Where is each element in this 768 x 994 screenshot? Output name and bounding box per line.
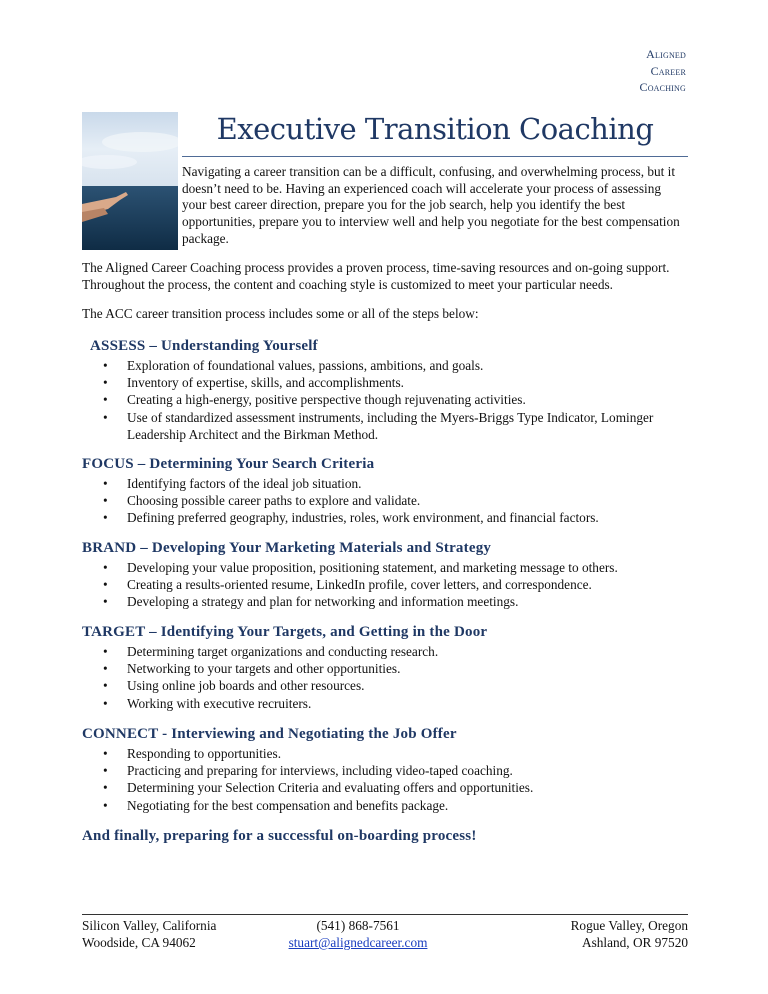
footer-divider: [82, 914, 688, 915]
steps-intro-paragraph: The ACC career transition process includes some or all of the steps below:: [82, 306, 479, 321]
list-item: • Developing your value proposition, positioning statement, and marketing message to others.: [103, 560, 618, 575]
bullet-icon: •: [103, 409, 108, 425]
footer-address: Ashland, OR 97520: [581, 935, 688, 950]
bullet-icon: •: [103, 493, 108, 509]
bullet-icon: •: [103, 661, 108, 677]
section-heading: CONNECT - Interviewing and Negotiating the Job Offer: [82, 726, 457, 742]
bullet-list: [82, 475, 688, 527]
list-item: • Negotiating for the best compensation and benefits package.: [103, 797, 449, 813]
section-heading: TARGET – Identifying Your Targets, and Getting in the Door: [82, 624, 488, 640]
bullet-icon: •: [103, 780, 108, 796]
footer-location-silicon-valley: [82, 917, 216, 951]
section-connect: [82, 725, 688, 814]
footer-region: Rogue Valley, Oregon: [570, 918, 688, 933]
list-item: • Practicing and preparing for interviews, including video-taped coaching.: [103, 763, 513, 779]
bullet-icon: •: [103, 375, 108, 391]
list-item: • Networking to your targets and other opportunities.: [103, 661, 401, 677]
footer-phone: (541) 868-7561: [316, 918, 400, 933]
list-item: • Creating a high-energy, positive perspective though rejuvenating activities.: [103, 392, 526, 408]
list-item: • Use of standardized assessment instruments, including the Myers-Briggs Type Indicator, Lominger Leadership Architect and the Birkman Method.: [103, 409, 654, 442]
intro-paragraph: Navigating a career transition can be a difficult, confusing, and overwhelming process, but it doesn’t need to be. Having an experienced coach will accelerate your process of assessing your best career direction, prepare you for the job search, help you identify the best opportunities, prepare you to interview well and help you negotiate for the best compensation package.: [182, 164, 680, 246]
bullet-icon: •: [103, 763, 108, 779]
list-item: • Identifying factors of the ideal job situation.: [103, 476, 362, 491]
list-item: • Responding to opportunities.: [103, 746, 282, 761]
bullet-icon: •: [103, 476, 108, 491]
bullet-icon: •: [103, 358, 108, 373]
footer-location-rogue-valley: [571, 917, 688, 951]
bullet-icon: •: [103, 560, 108, 575]
footer-contact: [278, 917, 438, 951]
brand-line-career: Career: [650, 63, 686, 78]
list-item: • Working with executive recruiters.: [103, 695, 312, 711]
process-paragraph: The Aligned Career Coaching process provides a proven process, time-saving resources and on-going support. Throughout the process, the content and coaching style is customized to meet your particular needs.: [82, 260, 670, 292]
section-brand: [82, 539, 688, 611]
list-item: • Determining your Selection Criteria and evaluating offers and opportunities.: [103, 780, 534, 796]
section-target: [82, 623, 688, 712]
bullet-icon: •: [103, 594, 108, 610]
list-item: • Creating a results-oriented resume, LinkedIn profile, cover letters, and correspondence.: [103, 577, 592, 593]
bullet-icon: •: [103, 678, 108, 694]
bullet-list: [82, 745, 688, 814]
footer-email-link[interactable]: stuart@alignedcareer.com: [288, 935, 428, 950]
section-heading: ASSESS – Understanding Yourself: [90, 338, 318, 354]
brand-line-coaching: Coaching: [639, 80, 686, 94]
list-item: • Inventory of expertise, skills, and accomplishments.: [103, 375, 404, 391]
bullet-icon: •: [103, 392, 108, 408]
title-divider: [182, 156, 688, 157]
brand-line-aligned: Aligned: [646, 47, 686, 61]
footer-address: Woodside, CA 94062: [82, 935, 196, 950]
ocean-hand-photo: [82, 112, 178, 250]
section-heading: BRAND – Developing Your Marketing Materials and Strategy: [82, 540, 492, 556]
bullet-list: [82, 643, 688, 712]
brand-logo-text: [640, 46, 687, 96]
bullet-icon: •: [103, 644, 108, 659]
bullet-list: [82, 559, 688, 611]
list-item: • Using online job boards and other resources.: [103, 678, 365, 694]
list-item: • Exploration of foundational values, passions, ambitions, and goals.: [103, 358, 484, 373]
bullet-icon: •: [103, 695, 108, 711]
section-focus: [82, 455, 688, 527]
bullet-list: [90, 357, 688, 443]
bullet-icon: •: [103, 510, 108, 526]
section-assess: [90, 337, 688, 443]
bullet-icon: •: [103, 797, 108, 813]
list-item: • Choosing possible career paths to explore and validate.: [103, 493, 421, 509]
closing-statement: And finally, preparing for a successful on-boarding process!: [82, 828, 477, 844]
bullet-icon: •: [103, 746, 108, 761]
footer-region: Silicon Valley, California: [82, 918, 217, 933]
section-heading: FOCUS – Determining Your Search Criteria: [82, 456, 375, 472]
bullet-icon: •: [103, 577, 108, 593]
page-title: Executive Transition Coaching: [216, 112, 654, 146]
list-item: • Developing a strategy and plan for networking and information meetings.: [103, 594, 519, 610]
list-item: • Determining target organizations and conducting research.: [103, 644, 439, 659]
list-item: • Defining preferred geography, industries, roles, work environment, and financial factors.: [103, 510, 599, 526]
